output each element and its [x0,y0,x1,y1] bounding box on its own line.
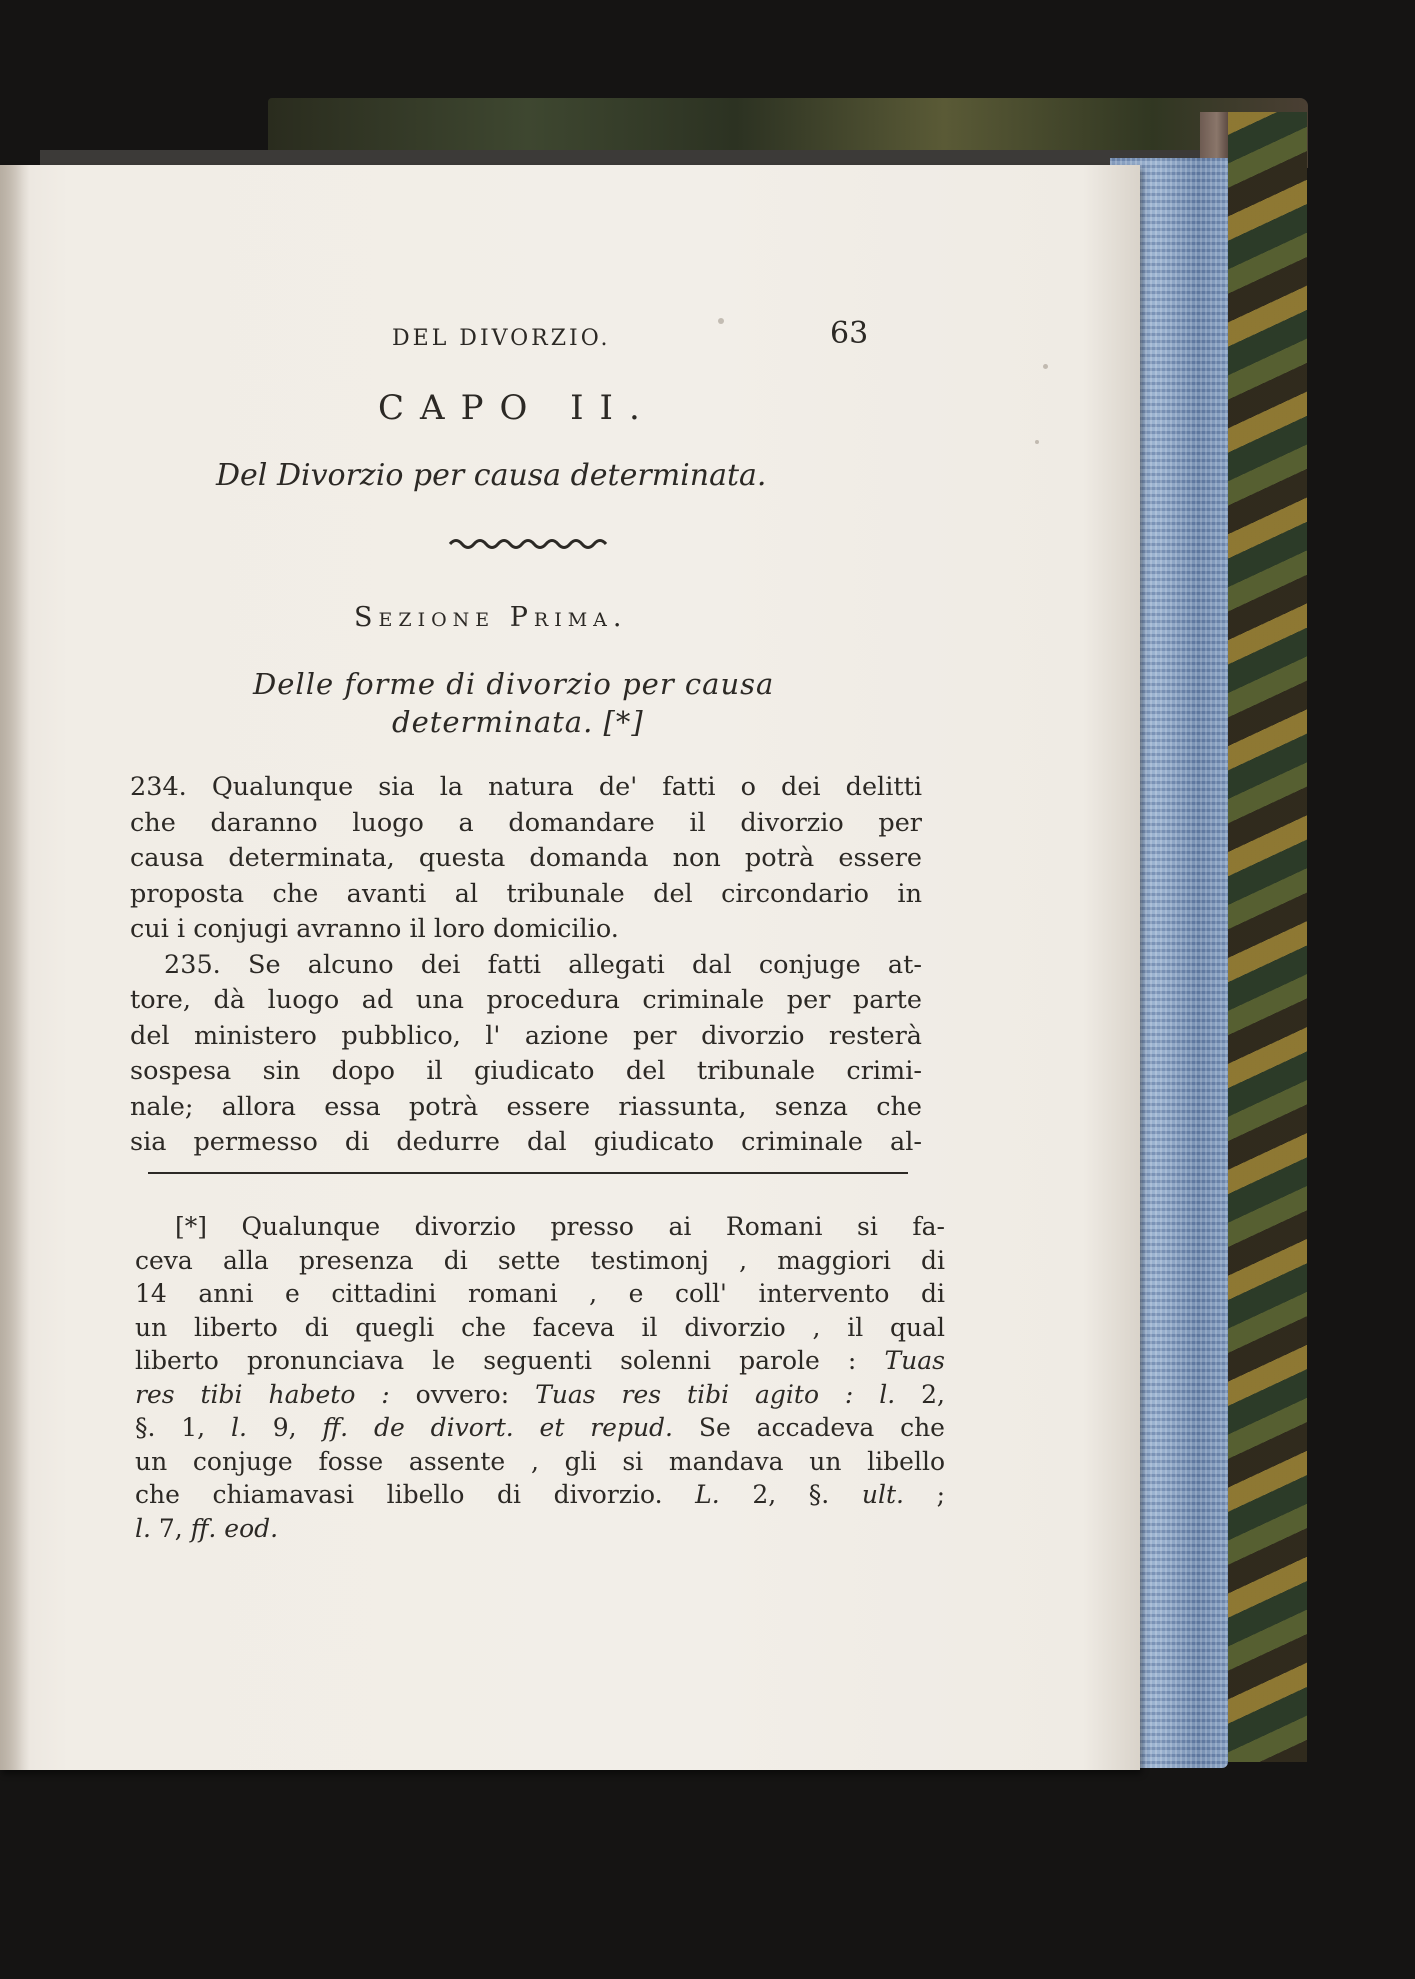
footnote-text-italic: ult. [861,1480,904,1509]
footnote-text: ovvero: [389,1379,536,1409]
body-text [130,770,922,1161]
footnote-text: che chiamavasi libello di divorzio. [135,1480,696,1509]
footnote-text: liberto pronunciava le seguenti solenni parole : [135,1346,885,1375]
paper-fleck [1035,440,1039,444]
section-heading-line1: Delle forme di divorzio per causa [253,667,775,701]
body-line: tore, dà luogo ad una procedura criminale per parte [130,985,922,1015]
footnote-line [135,1478,945,1512]
body-line: 234. Qualunque sia la natura de' fatti o dei delitti [130,772,922,802]
body-line: del ministero pubblico, l' azione per divorzio resterà [130,1020,922,1051]
footnote-line: un liberto di quegli che faceva il divorzio , il qual [135,1312,945,1342]
footnote-rule [148,1172,908,1174]
footnote-text: 9, [246,1413,323,1442]
footnote-text: 2, [895,1379,945,1409]
footnote-text: §. 1, [135,1413,231,1442]
footnote-text-italic: ff. de divort. et repud. [322,1413,674,1442]
footnote-text-italic: Tuas [884,1346,945,1375]
footnote-line: [*] Qualunque divorzio presso ai Romani si fa- [175,1212,945,1241]
body-line: sospesa sin dopo il giudicato del tribunale crimi- [130,1056,922,1086]
paper-fleck [718,318,724,324]
chapter-title: CAPO II. [378,388,656,428]
body-line: sia permesso di dedurre dal giudicato criminale al- [130,1127,922,1157]
footnote-text: 2, §. [719,1480,862,1509]
footnote-line: 14 anni e cittadini romani , e coll' intervento di [135,1279,945,1308]
body-line: che daranno luogo a domandare il divorzio per [130,807,922,838]
footnote [135,1210,945,1545]
paper-fleck [1043,364,1048,369]
running-head: DEL DIVORZIO. [392,326,611,351]
body-line: cui i conjugi avranno il loro domicilio. [130,914,619,944]
body-line: nale; allora essa potrà essere riassunta, senza che [130,1091,922,1122]
footnote-line [135,1411,945,1445]
footnote-text: 7, [150,1513,191,1543]
footnote-line: un conjuge fosse assente , gli si mandava un libello [135,1446,945,1476]
footnote-text: ; [903,1480,945,1509]
footnote-text-italic: Tuas res tibi agito : l. [535,1379,896,1409]
footnote-line [135,1512,945,1546]
marbled-cover [1225,112,1307,1762]
footnote-text-italic: res tibi habeto : [135,1379,390,1409]
footnote-line [135,1378,945,1412]
page-number: 63 [830,316,869,351]
footnote-text-italic: l. [135,1513,151,1543]
body-line: proposta che avanti al tribunale del circondario in [130,878,922,909]
footnote-text-italic: ff. eod. [190,1513,279,1543]
body-line: causa determinata, questa domanda non potrà essere [130,843,922,873]
footnote-line [135,1344,945,1378]
footnote-text-italic: l. [230,1413,247,1442]
footnote-line: ceva alla presenza di sette testimonj , maggiori di [135,1245,945,1275]
chapter-subtitle: Del Divorzio per causa determinata. [216,458,767,493]
body-line: 235. Se alcuno dei fatti allegati dal conjuge at- [164,949,922,980]
footnote-text: Se accadeva che [673,1413,945,1442]
footnote-text-italic: L. [695,1480,720,1509]
ornament-divider [448,534,613,548]
section-heading-line2: determinata. [*] [392,705,644,739]
section-title: Sezione Prima. [354,602,628,633]
page-gutter [0,165,30,1770]
